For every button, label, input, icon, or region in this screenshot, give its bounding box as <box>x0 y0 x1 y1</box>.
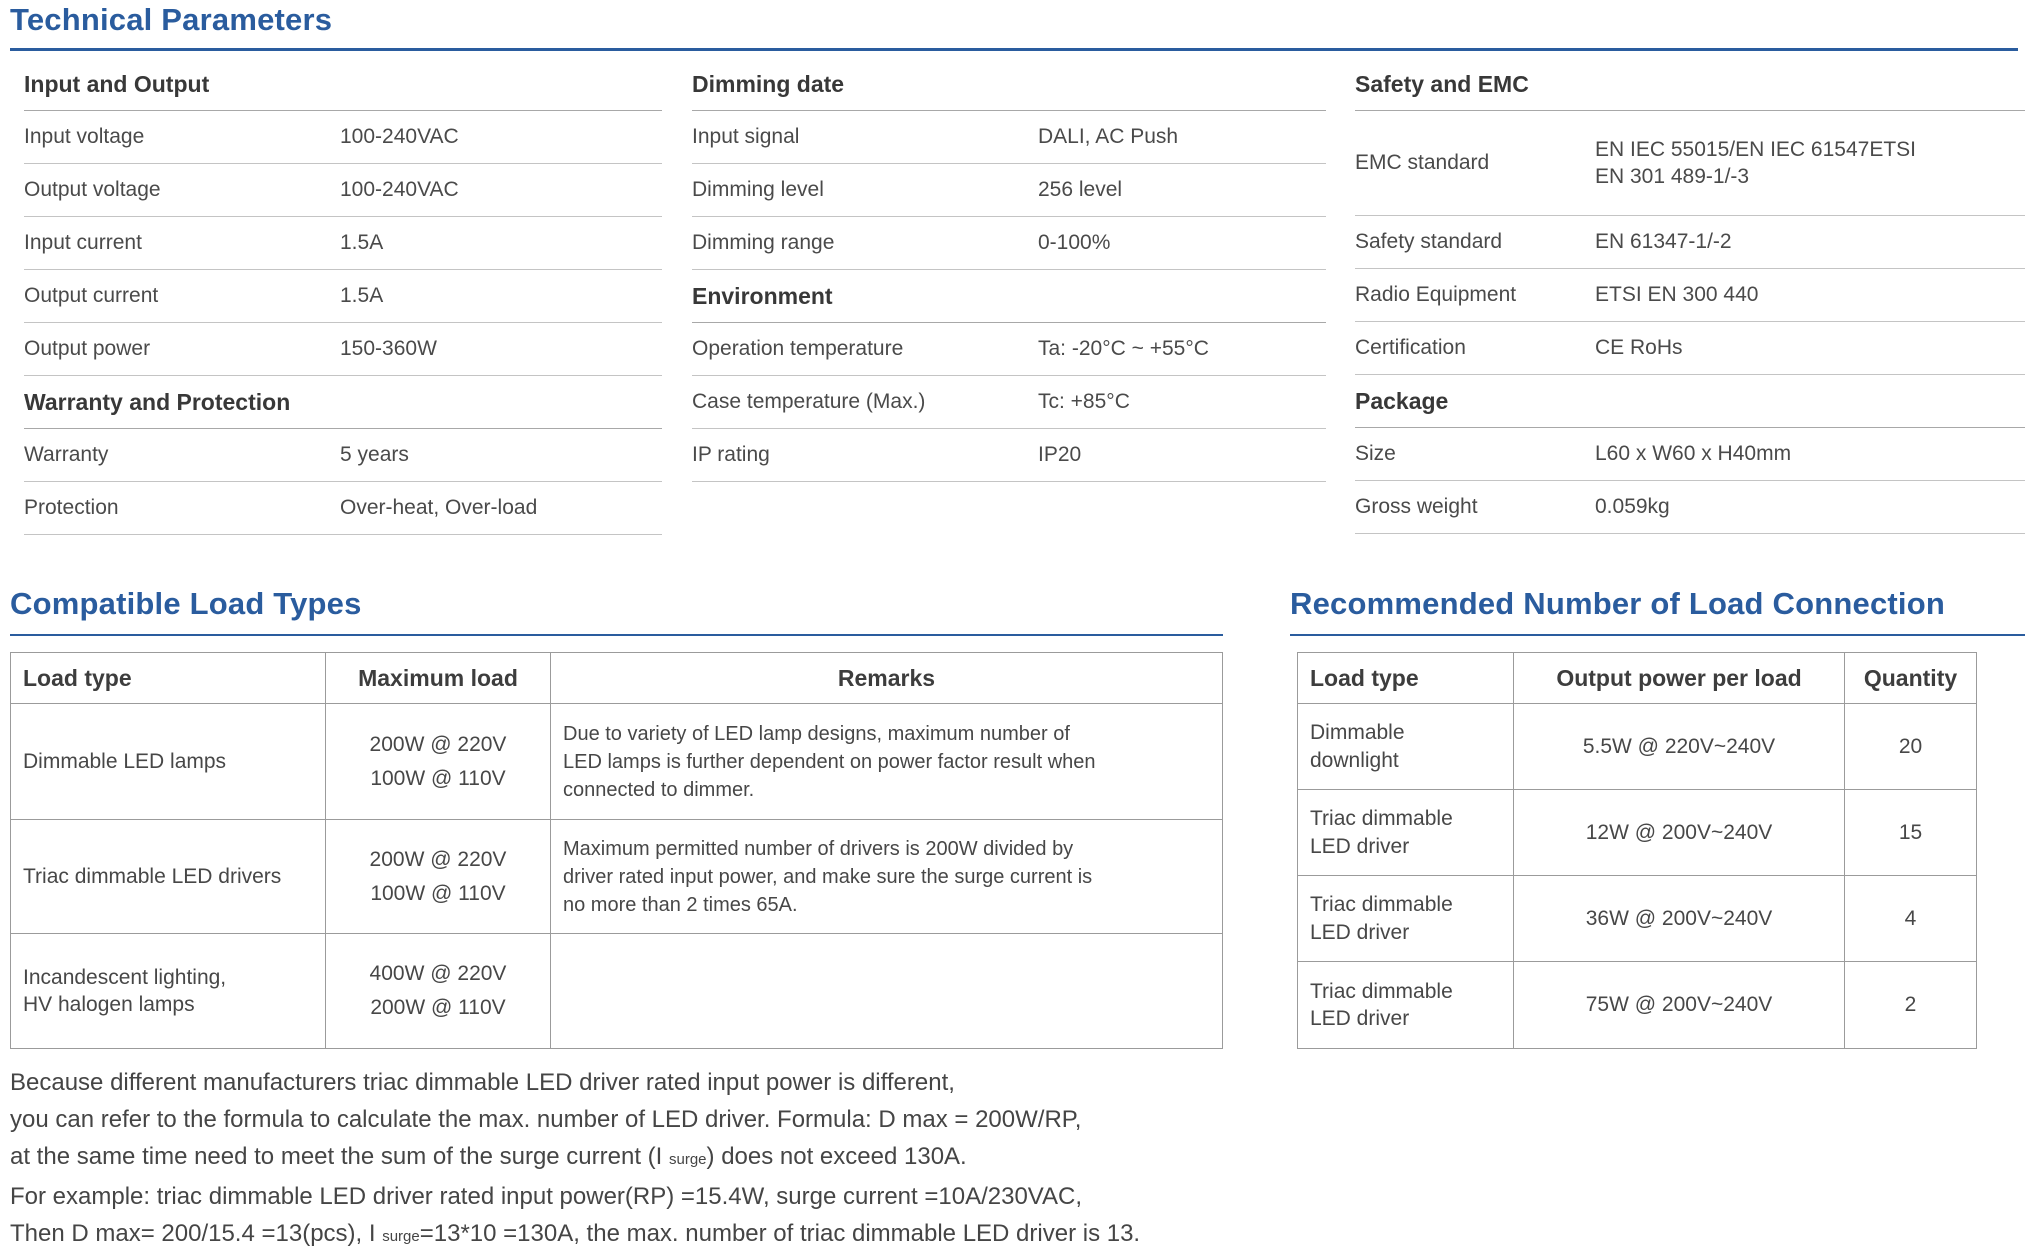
spec-row <box>1355 216 2025 269</box>
maximum-load-cell <box>326 704 551 820</box>
column-header-load-type: Load type <box>1298 653 1514 704</box>
quantity-cell: 2 <box>1845 962 1977 1049</box>
remarks-text: Due to variety of LED lamp designs, maximum number of LED lamps is further dependent on power factor result when connected to dimmer. <box>563 722 1096 801</box>
spec-row <box>692 376 1326 429</box>
spec-value-line: EN IEC 55015/EN IEC 61547ETSI <box>1595 137 1916 161</box>
load-type-line: Triac dimmable LED drivers <box>23 864 282 888</box>
spec-column-input-output <box>24 58 662 535</box>
spec-label: Radio Equipment <box>1355 283 1517 306</box>
column-header-maximum-load: Maximum load <box>326 653 551 704</box>
load-type-cell <box>11 820 326 934</box>
spec-label: Output power <box>24 337 151 360</box>
spec-label: EMC standard <box>1355 151 1490 174</box>
table-row <box>11 934 1223 1049</box>
spec-label: IP rating <box>692 443 770 466</box>
spec-value: 0.059kg <box>1595 495 1670 519</box>
note-line <box>10 1215 1140 1248</box>
maximum-load-cell <box>326 820 551 934</box>
table-row <box>1298 876 1977 962</box>
spec-label: Dimming level <box>692 178 824 201</box>
spec-label: Case temperature (Max.) <box>692 390 926 413</box>
spec-label: Gross weight <box>1355 495 1478 518</box>
spec-value: 150-360W <box>340 337 437 361</box>
spec-label: Warranty <box>24 443 109 466</box>
load-type-line: Triac dimmable <box>1310 893 1453 917</box>
note-line: For example: triac dimmable LED driver rated input power(RP) =15.4W, surge current =10A/230VAC, <box>10 1183 1083 1210</box>
remarks-cell <box>551 704 1223 820</box>
load-type-line: downlight <box>1310 748 1399 772</box>
spec-value: 100-240VAC <box>340 178 459 202</box>
spec-row <box>24 164 662 217</box>
compatible-load-types-table <box>10 652 1223 1049</box>
note-text: =13*10 =130A, the max. number of triac dimmable LED driver is 13. <box>419 1220 1141 1247</box>
spec-value: Over-heat, Over-load <box>340 496 538 520</box>
surge-subscript: surge <box>382 1228 420 1245</box>
note-line: you can refer to the formula to calculate the max. number of LED driver. Formula: D max = 200W/RP, <box>10 1106 1082 1133</box>
page-title: Technical Parameters <box>10 2 333 37</box>
spec-row <box>1355 322 2025 375</box>
load-type-cell <box>11 934 326 1049</box>
column-header-output-power-per-load: Output power per load <box>1514 653 1845 704</box>
maximum-load-line: 100W @ 110V <box>370 766 506 790</box>
load-type-cell <box>1298 704 1514 790</box>
note-line: Because different manufacturers triac dimmable LED driver rated input power is different, <box>10 1069 955 1096</box>
remarks-text: Maximum permitted number of drivers is 200W divided by driver rated input power, and make sure the surge current is no more than 2 times 65A. <box>563 837 1093 916</box>
spec-row <box>692 323 1326 376</box>
spec-row <box>24 429 662 482</box>
spec-label: Input voltage <box>24 125 145 148</box>
quantity-cell: 15 <box>1845 790 1977 876</box>
spec-row <box>24 111 662 164</box>
spec-label: Output voltage <box>24 178 161 201</box>
load-type-line: Triac dimmable <box>1310 807 1453 831</box>
compatible-load-types-title: Compatible Load Types <box>10 586 362 621</box>
spec-label: Operation temperature <box>692 337 904 360</box>
table-row <box>1298 704 1977 790</box>
load-type-line: LED driver <box>1310 834 1410 858</box>
section-header-dimming-date: Dimming date <box>692 58 1326 111</box>
spec-label: Protection <box>24 496 119 519</box>
load-type-line: Dimmable <box>1310 721 1405 745</box>
load-type-line: HV halogen lamps <box>23 993 195 1016</box>
spec-value: 256 level <box>1038 178 1123 202</box>
load-type-cell <box>1298 876 1514 962</box>
section-header-package: Package <box>1355 375 2025 428</box>
spec-value: 100-240VAC <box>340 125 459 149</box>
recommended-load-connection-title: Recommended Number of Load Connection <box>1290 586 1945 621</box>
recommended-load-connection-table <box>1297 652 1977 1049</box>
spec-value: IP20 <box>1038 443 1082 467</box>
quantity-cell: 4 <box>1845 876 1977 962</box>
note-text: at the same time need to meet the sum of the surge current (I <box>10 1143 669 1170</box>
table-header-row <box>11 653 1223 704</box>
spec-row <box>692 217 1326 270</box>
spec-row <box>1355 481 2025 534</box>
spec-label: Certification <box>1355 336 1466 359</box>
table-header-row <box>1298 653 1977 704</box>
note-text: Then D max= 200/15.4 =13(pcs), I <box>10 1220 383 1247</box>
spec-value: 1.5A <box>340 231 384 255</box>
spec-row <box>692 429 1326 482</box>
spec-column-safety-package <box>1355 58 2025 534</box>
spec-row <box>1355 428 2025 481</box>
maximum-load-line: 400W @ 220V <box>369 962 507 986</box>
surge-subscript: surge <box>669 1151 707 1168</box>
section-header-environment: Environment <box>692 270 1326 323</box>
spec-value: Ta: -20°C ~ +55°C <box>1038 337 1209 361</box>
spec-label: Input signal <box>692 125 800 148</box>
output-power-cell: 12W @ 200V~240V <box>1514 790 1845 876</box>
spec-value: L60 x W60 x H40mm <box>1595 442 1792 466</box>
maximum-load-line: 200W @ 220V <box>369 847 507 871</box>
quantity-cell: 20 <box>1845 704 1977 790</box>
spec-label: Output current <box>24 284 159 307</box>
load-type-line: Dimmable LED lamps <box>23 749 227 773</box>
spec-value: ETSI EN 300 440 <box>1595 283 1759 307</box>
spec-value: CE RoHs <box>1595 336 1683 360</box>
spec-label: Safety standard <box>1355 230 1503 253</box>
note-line <box>10 1138 1140 1178</box>
table-row <box>1298 962 1977 1049</box>
section-header-safety-and-emc: Safety and EMC <box>1355 58 2025 111</box>
load-type-cell <box>1298 962 1514 1049</box>
compatible-load-types-divider <box>10 634 1223 636</box>
section-header-input-and-output: Input and Output <box>24 58 662 111</box>
column-header-remarks: Remarks <box>551 653 1223 704</box>
spec-row <box>24 217 662 270</box>
load-type-line: Incandescent lighting, <box>23 965 227 989</box>
spec-row <box>1355 269 2025 322</box>
spec-value: 1.5A <box>340 284 384 308</box>
spec-row <box>24 270 662 323</box>
spec-row <box>1355 111 2025 216</box>
recommended-load-connection-divider <box>1290 634 2025 636</box>
notes-paragraph <box>10 1064 1140 1248</box>
spec-label: Dimming range <box>692 231 835 254</box>
table-row <box>1298 790 1977 876</box>
spec-value: 5 years <box>340 443 409 467</box>
load-type-line: LED driver <box>1310 1007 1410 1030</box>
spec-value-line: EN 301 489-1/-3 <box>1595 165 1750 188</box>
column-header-load-type: Load type <box>11 653 326 704</box>
column-header-quantity: Quantity <box>1845 653 1977 704</box>
output-power-cell: 36W @ 200V~240V <box>1514 876 1845 962</box>
spec-column-dimming-environment <box>692 58 1326 482</box>
load-type-cell <box>11 704 326 820</box>
spec-value: DALI, AC Push <box>1038 125 1179 149</box>
maximum-load-line: 100W @ 110V <box>370 881 506 905</box>
spec-value: 0-100% <box>1038 231 1111 255</box>
title-divider <box>10 48 2018 51</box>
spec-value <box>1595 136 2025 191</box>
maximum-load-cell <box>326 934 551 1049</box>
spec-row <box>24 482 662 535</box>
load-type-line: LED driver <box>1310 920 1410 944</box>
spec-value: Tc: +85°C <box>1038 390 1130 414</box>
output-power-cell: 5.5W @ 220V~240V <box>1514 704 1845 790</box>
spec-value: EN 61347-1/-2 <box>1595 230 1732 254</box>
load-type-cell <box>1298 790 1514 876</box>
section-header-warranty-and-protection: Warranty and Protection <box>24 376 662 429</box>
table-row <box>11 820 1223 934</box>
remarks-cell <box>551 820 1223 934</box>
maximum-load-line: 200W @ 110V <box>370 996 506 1019</box>
output-power-cell: 75W @ 200V~240V <box>1514 962 1845 1049</box>
spec-label: Input current <box>24 231 142 254</box>
spec-row <box>24 323 662 376</box>
table-row <box>11 704 1223 820</box>
spec-row <box>692 111 1326 164</box>
load-type-line: Triac dimmable <box>1310 979 1453 1003</box>
maximum-load-line: 200W @ 220V <box>369 732 507 756</box>
spec-label: Size <box>1355 442 1396 465</box>
remarks-cell <box>551 934 1223 1049</box>
spec-row <box>692 164 1326 217</box>
note-text: ) does not exceed 130A. <box>706 1143 967 1170</box>
